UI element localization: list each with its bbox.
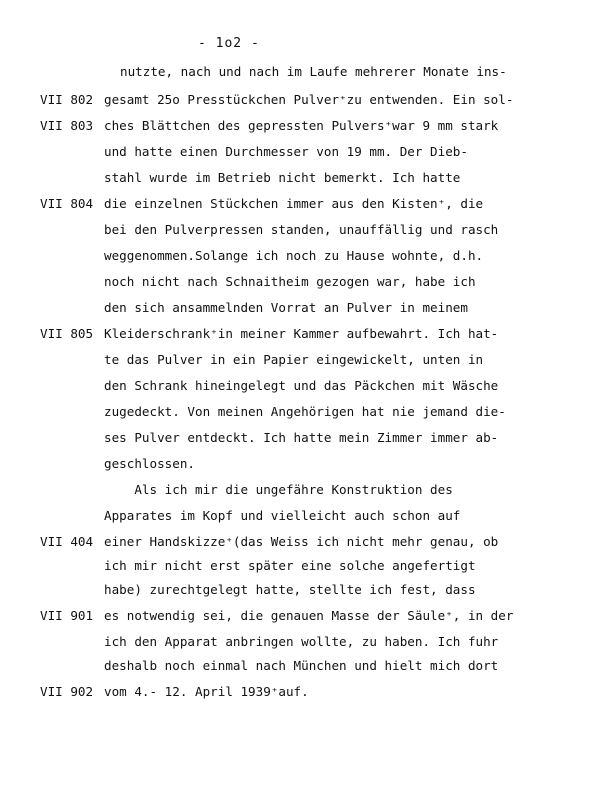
line-text: den Schrank hineingelegt und das Päckchen mit Wäsche xyxy=(104,378,499,393)
line-text: stahl wurde im Betrieb nicht bemerkt. Ich hatte xyxy=(104,170,461,185)
line-text: gesamt 25o Presstückchen Pulver⁺zu entwenden. Ein sol- xyxy=(104,92,514,107)
text-line xyxy=(0,324,600,344)
text-line xyxy=(0,580,600,600)
text-line xyxy=(0,556,600,576)
line-text: noch nicht nach Schnaitheim gezogen war, habe ich xyxy=(104,274,476,289)
line-text: ich den Apparat anbringen wollte, zu haben. Ich fuhr xyxy=(104,634,499,649)
text-line xyxy=(0,272,600,292)
line-text: vom 4.- 12. April 1939⁺auf. xyxy=(104,684,309,699)
page-number: - 1o2 - xyxy=(198,36,260,51)
line-text: bei den Pulverpressen standen, unauffällig und rasch xyxy=(104,222,499,237)
line-text: die einzelnen Stückchen immer aus den Kisten⁺, die xyxy=(104,196,484,211)
text-line xyxy=(0,506,600,526)
line-text: einer Handskizze⁺(das Weiss ich nicht mehr genau, ob xyxy=(104,534,499,549)
text-line xyxy=(0,350,600,370)
text-line xyxy=(0,428,600,448)
line-text: ich mir nicht erst später eine solche angefertigt xyxy=(104,558,476,573)
text-line xyxy=(0,62,600,82)
text-line xyxy=(0,454,600,474)
line-text: ches Blättchen des gepressten Pulvers⁺war 9 mm stark xyxy=(104,118,499,133)
line-text: deshalb noch einmal nach München und hielt mich dort xyxy=(104,658,499,673)
margin-reference: VII 404 xyxy=(40,534,94,549)
text-line xyxy=(0,682,600,702)
margin-reference: VII 804 xyxy=(40,196,94,211)
line-text: nutzte, nach und nach im Laufe mehrerer Monate ins- xyxy=(120,64,507,79)
line-text: und hatte einen Durchmesser von 19 mm. Der Dieb- xyxy=(104,144,468,159)
text-line xyxy=(0,402,600,422)
line-text: ses Pulver entdeckt. Ich hatte mein Zimmer immer ab- xyxy=(104,430,499,445)
text-line xyxy=(0,246,600,266)
text-line xyxy=(0,632,600,652)
line-text: te das Pulver in ein Papier eingewickelt, unten in xyxy=(104,352,484,367)
line-text: Als ich mir die ungefähre Konstruktion des xyxy=(104,482,453,497)
text-line xyxy=(0,220,600,240)
margin-reference: VII 901 xyxy=(40,608,94,623)
margin-reference: VII 802 xyxy=(40,92,94,107)
line-text: Apparates im Kopf und vielleicht auch schon auf xyxy=(104,508,461,523)
line-text: weggenommen.Solange ich noch zu Hause wohnte, d.h. xyxy=(104,248,484,263)
margin-reference: VII 803 xyxy=(40,118,94,133)
line-text: den sich ansammelnden Vorrat an Pulver in meinem xyxy=(104,300,468,315)
text-line xyxy=(0,90,600,110)
text-line xyxy=(0,298,600,318)
line-text: es notwendig sei, die genauen Masse der Säule⁺, in der xyxy=(104,608,514,623)
text-line xyxy=(0,606,600,626)
margin-reference: VII 805 xyxy=(40,326,94,341)
text-line xyxy=(0,142,600,162)
line-text: geschlossen. xyxy=(104,456,195,471)
text-line xyxy=(0,168,600,188)
margin-reference: VII 902 xyxy=(40,684,94,699)
text-line xyxy=(0,116,600,136)
text-line xyxy=(0,480,600,500)
line-text: habe) zurechtgelegt hatte, stellte ich fest, dass xyxy=(104,582,476,597)
text-line xyxy=(0,194,600,214)
text-line xyxy=(0,656,600,676)
line-text: zugedeckt. Von meinen Angehörigen hat nie jemand die- xyxy=(104,404,506,419)
text-line xyxy=(0,376,600,396)
line-text: Kleiderschrank⁺in meiner Kammer aufbewahrt. Ich hat- xyxy=(104,326,499,341)
text-line xyxy=(0,532,600,552)
